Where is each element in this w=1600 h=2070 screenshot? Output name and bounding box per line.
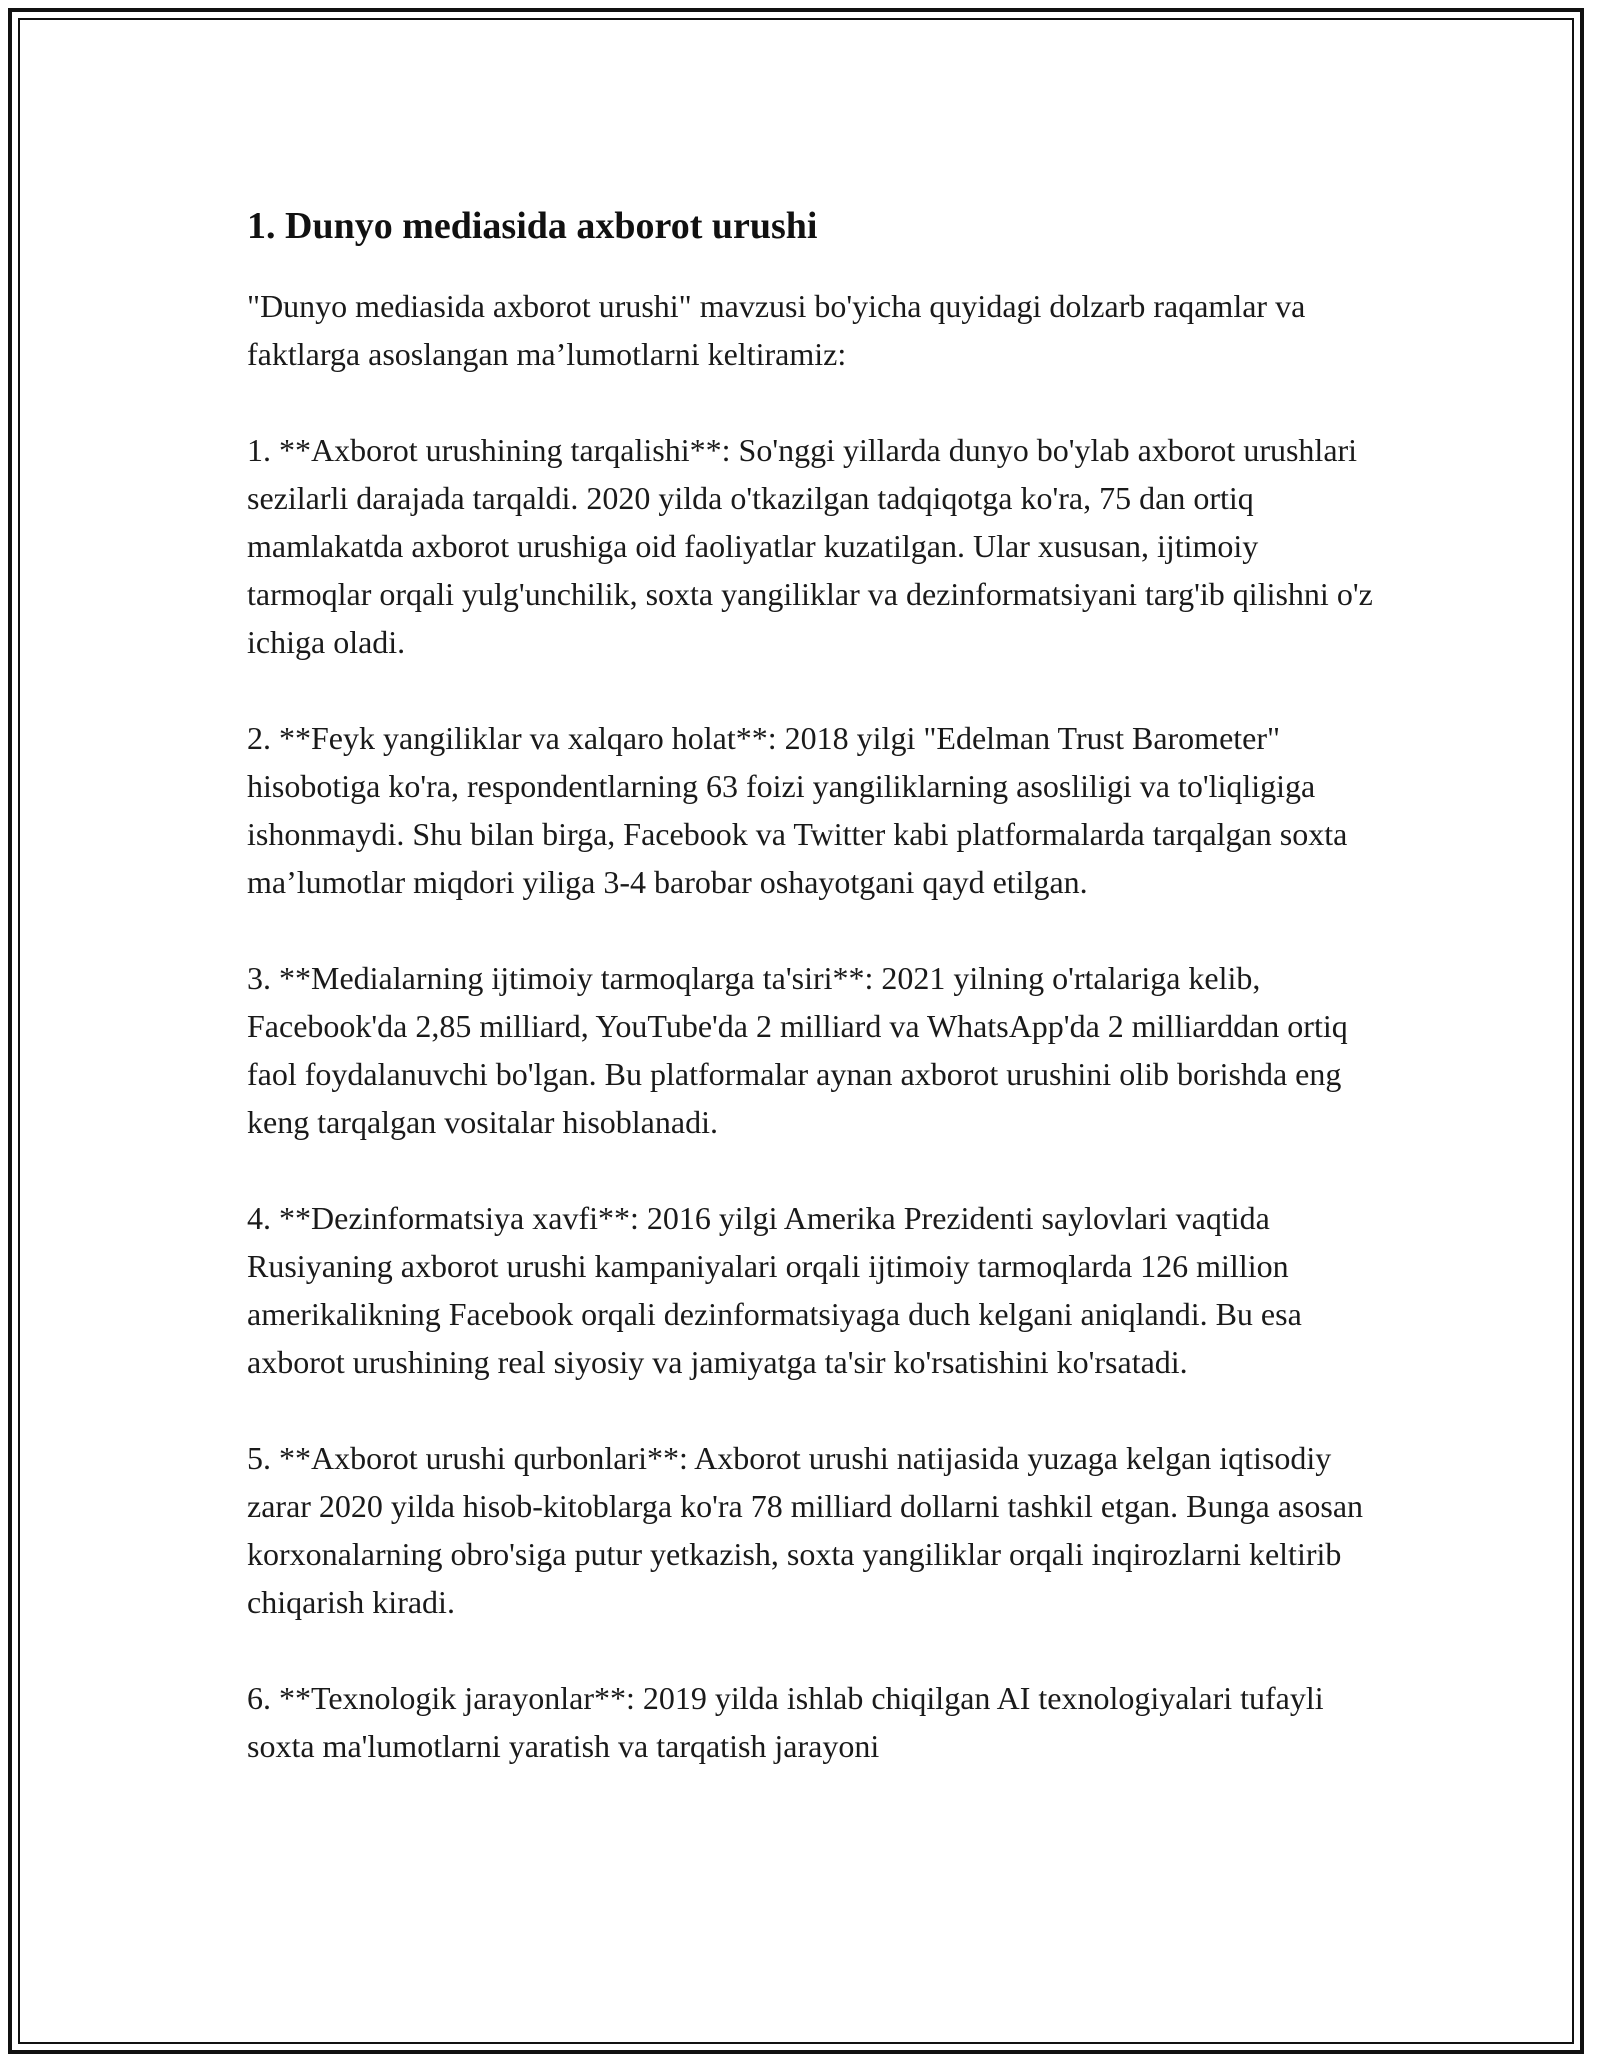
list-item: 4. **Dezinformatsiya xavfi**: 2016 yilgi Amerika Prezidenti saylovlari vaqtida Rusiyaning axborot urushi kampaniyalari orqali ijtimoiy tarmoqlarda 126 million amerikalikning Facebook orqali dezinformatsiyaga duch kelgani aniqlandi. Bu esa axborot urushining real siyosiy va jamiyatga ta'sir ko'rsatishini ko'rsatadi. [247, 1200, 1302, 1380]
document-body [247, 200, 1387, 1770]
document-heading: 1. Dunyo mediasida axborot urushi [247, 205, 818, 247]
list-item: 2. **Feyk yangiliklar va xalqaro holat**: 2018 yilgi "Edelman Trust Barometer" hisobotiga ko'ra, respondentlarning 63 foizi yangiliklarning asosliligi va to'liqligiga ishonmaydi. Shu bilan birga, Facebook va Twitter kabi platformalarda tarqalgan soxta ma’lumotlar miqdori yiliga 3-4 barobar oshayotgani qayd etilgan. [247, 720, 1348, 900]
list-item: 5. **Axborot urushi qurbonlari**: Axborot urushi natijasida yuzaga kelgan iqtisodiy zarar 2020 yilda hisob-kitoblarga ko'ra 78 milliard dollarni tashkil etgan. Bunga asosan korxonalarning obro'siga putur yetkazish, soxta yangiliklar orqali inqirozlarni keltirib chiqarish kiradi. [247, 1440, 1364, 1620]
intro-paragraph: "Dunyo mediasida axborot urushi" mavzusi bo'yicha quyidagi dolzarb raqamlar va faktlarga asoslangan ma’lumotlarni keltiramiz: [247, 288, 1306, 372]
list-item: 6. **Texnologik jarayonlar**: 2019 yilda ishlab chiqilgan AI texnologiyalari tufayli soxta ma'lumotlarni yaratish va tarqatish jarayoni [247, 1680, 1324, 1764]
list-item: 1. **Axborot urushining tarqalishi**: So'nggi yillarda dunyo bo'ylab axborot urushlari sezilarli darajada tarqaldi. 2020 yilda o'tkazilgan tadqiqotga ko'ra, 75 dan ortiq mamlakatda axborot urushiga oid faoliyatlar kuzatilgan. Ular xususan, ijtimoiy tarmoqlar orqali yulg'unchilik, soxta yangiliklar va dezinformatsiyani targ'ib qilishni o'z ichiga oladi. [247, 432, 1373, 660]
list-item: 3. **Medialarning ijtimoiy tarmoqlarga ta'siri**: 2021 yilning o'rtalariga kelib, Facebook'da 2,85 milliard, YouTube'da 2 milliard va WhatsApp'da 2 milliarddan ortiq faol foydalanuvchi bo'lgan. Bu platformalar aynan axborot urushini olib borishda eng keng tarqalgan vositalar hisoblanadi. [247, 960, 1348, 1140]
page-frame [8, 8, 1584, 2054]
